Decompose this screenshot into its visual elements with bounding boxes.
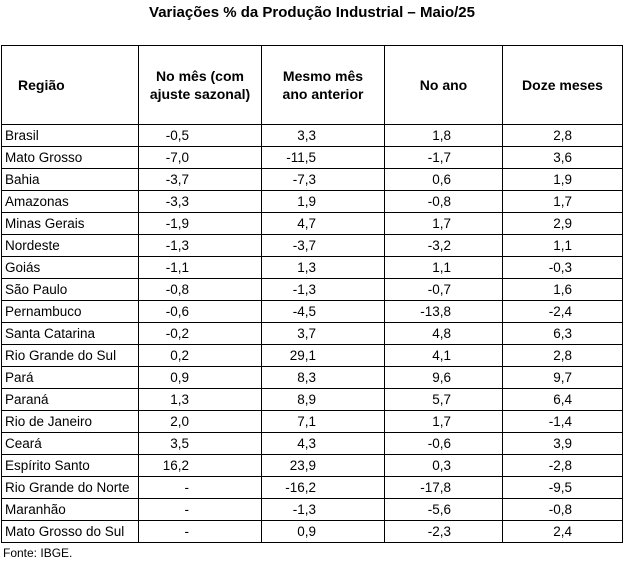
table-row xyxy=(2,455,623,477)
same-month-value: 23,9 xyxy=(262,455,385,477)
twelve-months-value: -0,3 xyxy=(503,257,623,279)
region-name: Goiás xyxy=(2,257,139,279)
same-month-value: -16,2 xyxy=(262,477,385,499)
region-name: São Paulo xyxy=(2,279,139,301)
table-row xyxy=(2,433,623,455)
month-seasonal-value: -1,9 xyxy=(139,213,262,235)
month-seasonal-value: -7,0 xyxy=(139,147,262,169)
month-seasonal-value: - xyxy=(139,477,262,499)
region-name: Maranhão xyxy=(2,499,139,521)
table-row xyxy=(2,521,623,543)
twelve-months-value: -2,4 xyxy=(503,301,623,323)
table-row xyxy=(2,169,623,191)
twelve-months-value: 1,7 xyxy=(503,191,623,213)
same-month-value: 8,3 xyxy=(262,367,385,389)
year-to-date-value: -5,6 xyxy=(385,499,503,521)
year-to-date-value: 1,8 xyxy=(385,125,503,147)
year-to-date-value: 5,7 xyxy=(385,389,503,411)
year-to-date-value: 1,1 xyxy=(385,257,503,279)
twelve-months-value: 1,9 xyxy=(503,169,623,191)
month-seasonal-value: -3,7 xyxy=(139,169,262,191)
same-month-value: 8,9 xyxy=(262,389,385,411)
same-month-value: 4,7 xyxy=(262,213,385,235)
same-month-value: 1,3 xyxy=(262,257,385,279)
year-to-date-value: -1,7 xyxy=(385,147,503,169)
header-month-line2: ajuste sazonal) xyxy=(149,86,251,102)
year-to-date-value: -0,8 xyxy=(385,191,503,213)
table-title: Variações % da Produção Industrial – Maio/25 xyxy=(149,4,475,21)
month-seasonal-value: -0,8 xyxy=(139,279,262,301)
industrial-production-table xyxy=(1,45,623,543)
month-seasonal-value: -1,1 xyxy=(139,257,262,279)
month-seasonal-value: -0,2 xyxy=(139,323,262,345)
table-row xyxy=(2,301,623,323)
year-to-date-value: 1,7 xyxy=(385,411,503,433)
month-seasonal-value: - xyxy=(139,499,262,521)
month-seasonal-value: -3,3 xyxy=(139,191,262,213)
header-month-line1: No mês (com xyxy=(156,68,244,84)
region-name: Pará xyxy=(2,367,139,389)
year-to-date-value: -3,2 xyxy=(385,235,503,257)
region-name: Minas Gerais xyxy=(2,213,139,235)
header-month-seasonal xyxy=(139,46,262,125)
twelve-months-value: 6,3 xyxy=(503,323,623,345)
region-name: Nordeste xyxy=(2,235,139,257)
twelve-months-value: 2,8 xyxy=(503,125,623,147)
month-seasonal-value: 0,9 xyxy=(139,367,262,389)
region-name: Pernambuco xyxy=(2,301,139,323)
twelve-months-value: 9,7 xyxy=(503,367,623,389)
table-row xyxy=(2,125,623,147)
year-to-date-value: 4,8 xyxy=(385,323,503,345)
region-name: Amazonas xyxy=(2,191,139,213)
region-name: Ceará xyxy=(2,433,139,455)
twelve-months-value: -0,8 xyxy=(503,499,623,521)
twelve-months-value: 1,6 xyxy=(503,279,623,301)
same-month-value: -4,5 xyxy=(262,301,385,323)
year-to-date-value: 9,6 xyxy=(385,367,503,389)
twelve-months-value: 3,6 xyxy=(503,147,623,169)
table-row xyxy=(2,235,623,257)
header-row xyxy=(2,46,623,125)
table-row xyxy=(2,279,623,301)
table-row xyxy=(2,411,623,433)
header-yoy-line2: ano anterior xyxy=(282,86,364,102)
same-month-value: 3,7 xyxy=(262,323,385,345)
month-seasonal-value: - xyxy=(139,521,262,543)
year-to-date-value: -17,8 xyxy=(385,477,503,499)
month-seasonal-value: 3,5 xyxy=(139,433,262,455)
region-name: Paraná xyxy=(2,389,139,411)
region-name: Bahia xyxy=(2,169,139,191)
table-row xyxy=(2,191,623,213)
region-name: Mato Grosso xyxy=(2,147,139,169)
table-row xyxy=(2,345,623,367)
table-row xyxy=(2,477,623,499)
twelve-months-value: 2,9 xyxy=(503,213,623,235)
month-seasonal-value: -1,3 xyxy=(139,235,262,257)
same-month-value: -11,5 xyxy=(262,147,385,169)
year-to-date-value: 1,7 xyxy=(385,213,503,235)
twelve-months-value: -9,5 xyxy=(503,477,623,499)
table-row xyxy=(2,389,623,411)
month-seasonal-value: 16,2 xyxy=(139,455,262,477)
month-seasonal-value: -0,5 xyxy=(139,125,262,147)
same-month-value: 4,3 xyxy=(262,433,385,455)
table-body xyxy=(2,125,623,543)
header-yoy-line1: Mesmo mês xyxy=(282,68,364,84)
twelve-months-value: -1,4 xyxy=(503,411,623,433)
month-seasonal-value: 0,2 xyxy=(139,345,262,367)
month-seasonal-value: 2,0 xyxy=(139,411,262,433)
same-month-value: 0,9 xyxy=(262,521,385,543)
table-row xyxy=(2,323,623,345)
twelve-months-value: 2,8 xyxy=(503,345,623,367)
table-row xyxy=(2,257,623,279)
region-name: Mato Grosso do Sul xyxy=(2,521,139,543)
twelve-months-value: 3,9 xyxy=(503,433,623,455)
same-month-value: 3,3 xyxy=(262,125,385,147)
region-name: Santa Catarina xyxy=(2,323,139,345)
table-row xyxy=(2,213,623,235)
same-month-value: 29,1 xyxy=(262,345,385,367)
year-to-date-value: -0,6 xyxy=(385,433,503,455)
header-region: Região xyxy=(2,46,139,125)
year-to-date-value: -13,8 xyxy=(385,301,503,323)
region-name: Brasil xyxy=(2,125,139,147)
same-month-value: -3,7 xyxy=(262,235,385,257)
twelve-months-value: 1,1 xyxy=(503,235,623,257)
year-to-date-value: 0,3 xyxy=(385,455,503,477)
same-month-value: -7,3 xyxy=(262,169,385,191)
region-name: Rio de Janeiro xyxy=(2,411,139,433)
header-twelve-months: Doze meses xyxy=(503,46,623,125)
twelve-months-value: 6,4 xyxy=(503,389,623,411)
header-same-month-prior-year xyxy=(262,46,385,125)
year-to-date-value: -2,3 xyxy=(385,521,503,543)
same-month-value: -1,3 xyxy=(262,499,385,521)
year-to-date-value: -0,7 xyxy=(385,279,503,301)
year-to-date-value: 4,1 xyxy=(385,345,503,367)
source-note: Fonte: IBGE. xyxy=(3,546,73,560)
table-row xyxy=(2,499,623,521)
twelve-months-value: 2,4 xyxy=(503,521,623,543)
table-row xyxy=(2,367,623,389)
header-year-to-date: No ano xyxy=(385,46,503,125)
month-seasonal-value: -0,6 xyxy=(139,301,262,323)
region-name: Rio Grande do Sul xyxy=(2,345,139,367)
table-row xyxy=(2,147,623,169)
twelve-months-value: -2,8 xyxy=(503,455,623,477)
region-name: Espírito Santo xyxy=(2,455,139,477)
same-month-value: 1,9 xyxy=(262,191,385,213)
same-month-value: 7,1 xyxy=(262,411,385,433)
region-name: Rio Grande do Norte xyxy=(2,477,139,499)
year-to-date-value: 0,6 xyxy=(385,169,503,191)
same-month-value: -1,3 xyxy=(262,279,385,301)
month-seasonal-value: 1,3 xyxy=(139,389,262,411)
